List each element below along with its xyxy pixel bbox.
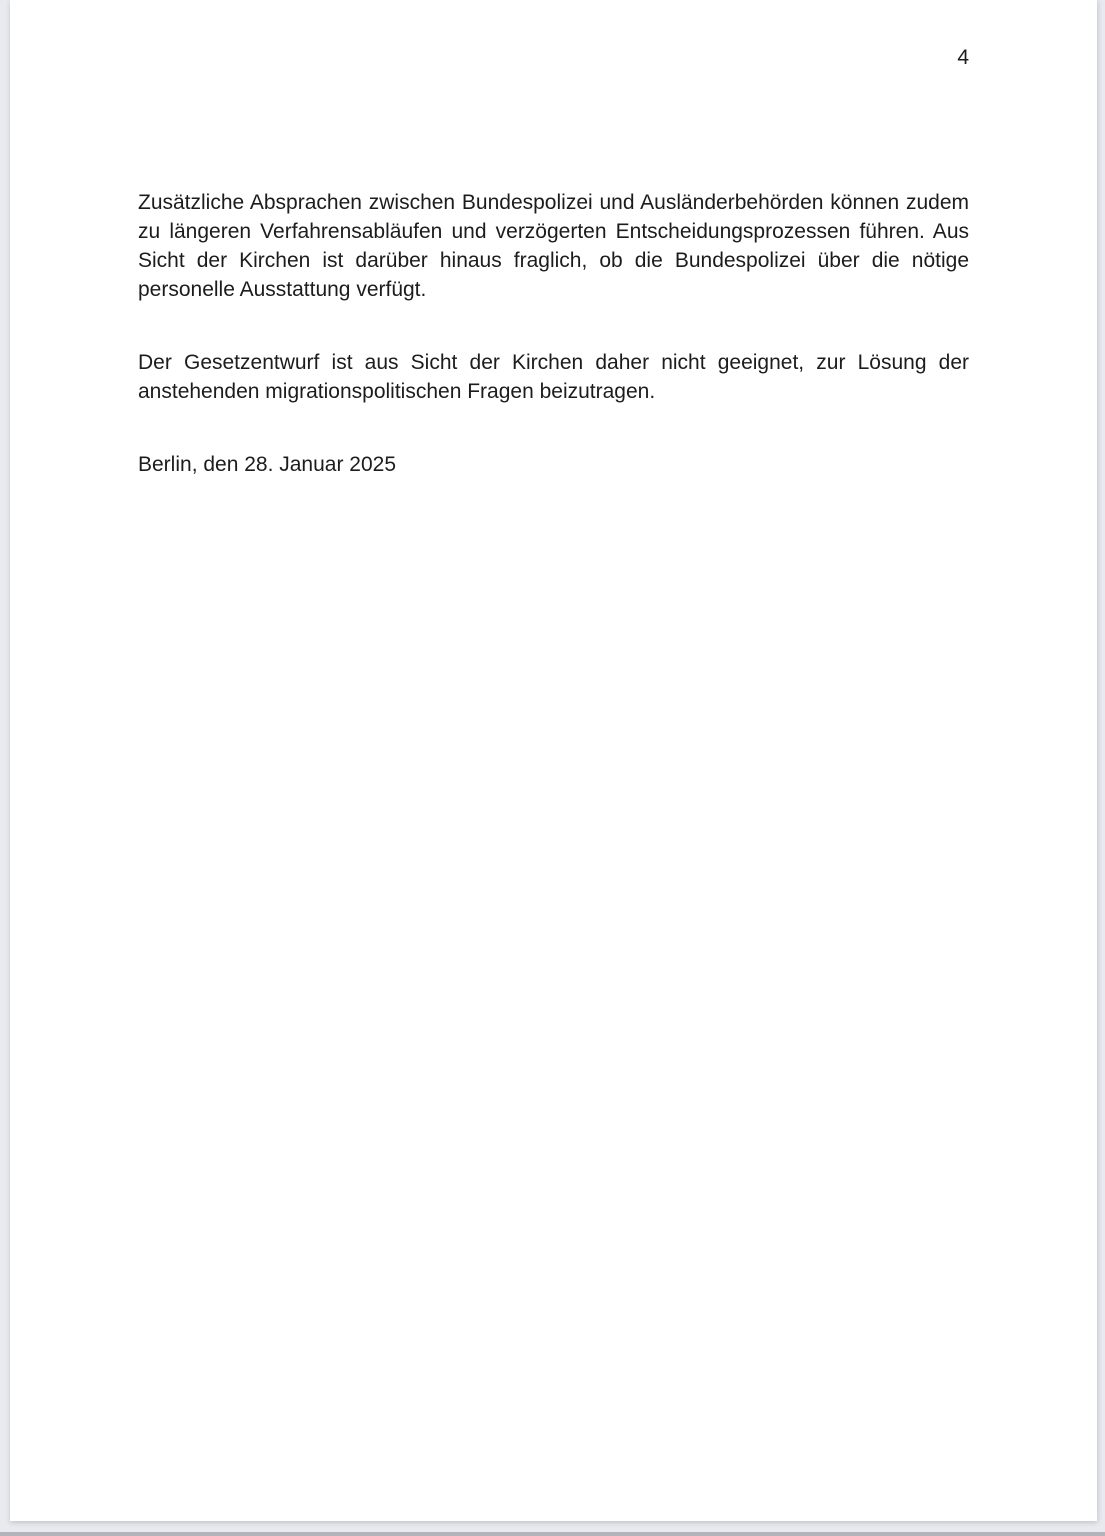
page-content: [138, 188, 969, 479]
window-bottom-edge: [0, 1532, 1105, 1536]
date-line: Berlin, den 28. Januar 2025: [138, 453, 397, 476]
body-paragraph-1: Zusätzliche Absprachen zwischen Bundespolizei und Ausländerbehörden können zudem zu längeren Verfahrensabläufen und verzögerten Entscheidungsprozessen führen. Aus Sicht der Kirchen ist darüber hinaus fraglich, ob die Bundespolizei über die nötige personelle Ausstattung verfügt.: [138, 191, 969, 301]
document-page: [10, 0, 1097, 1521]
page-number: 4: [957, 46, 969, 69]
body-paragraph-2: Der Gesetzentwurf ist aus Sicht der Kirchen daher nicht geeignet, zur Lösung der anstehenden migrationspolitischen Fragen beizutragen.: [138, 351, 969, 403]
